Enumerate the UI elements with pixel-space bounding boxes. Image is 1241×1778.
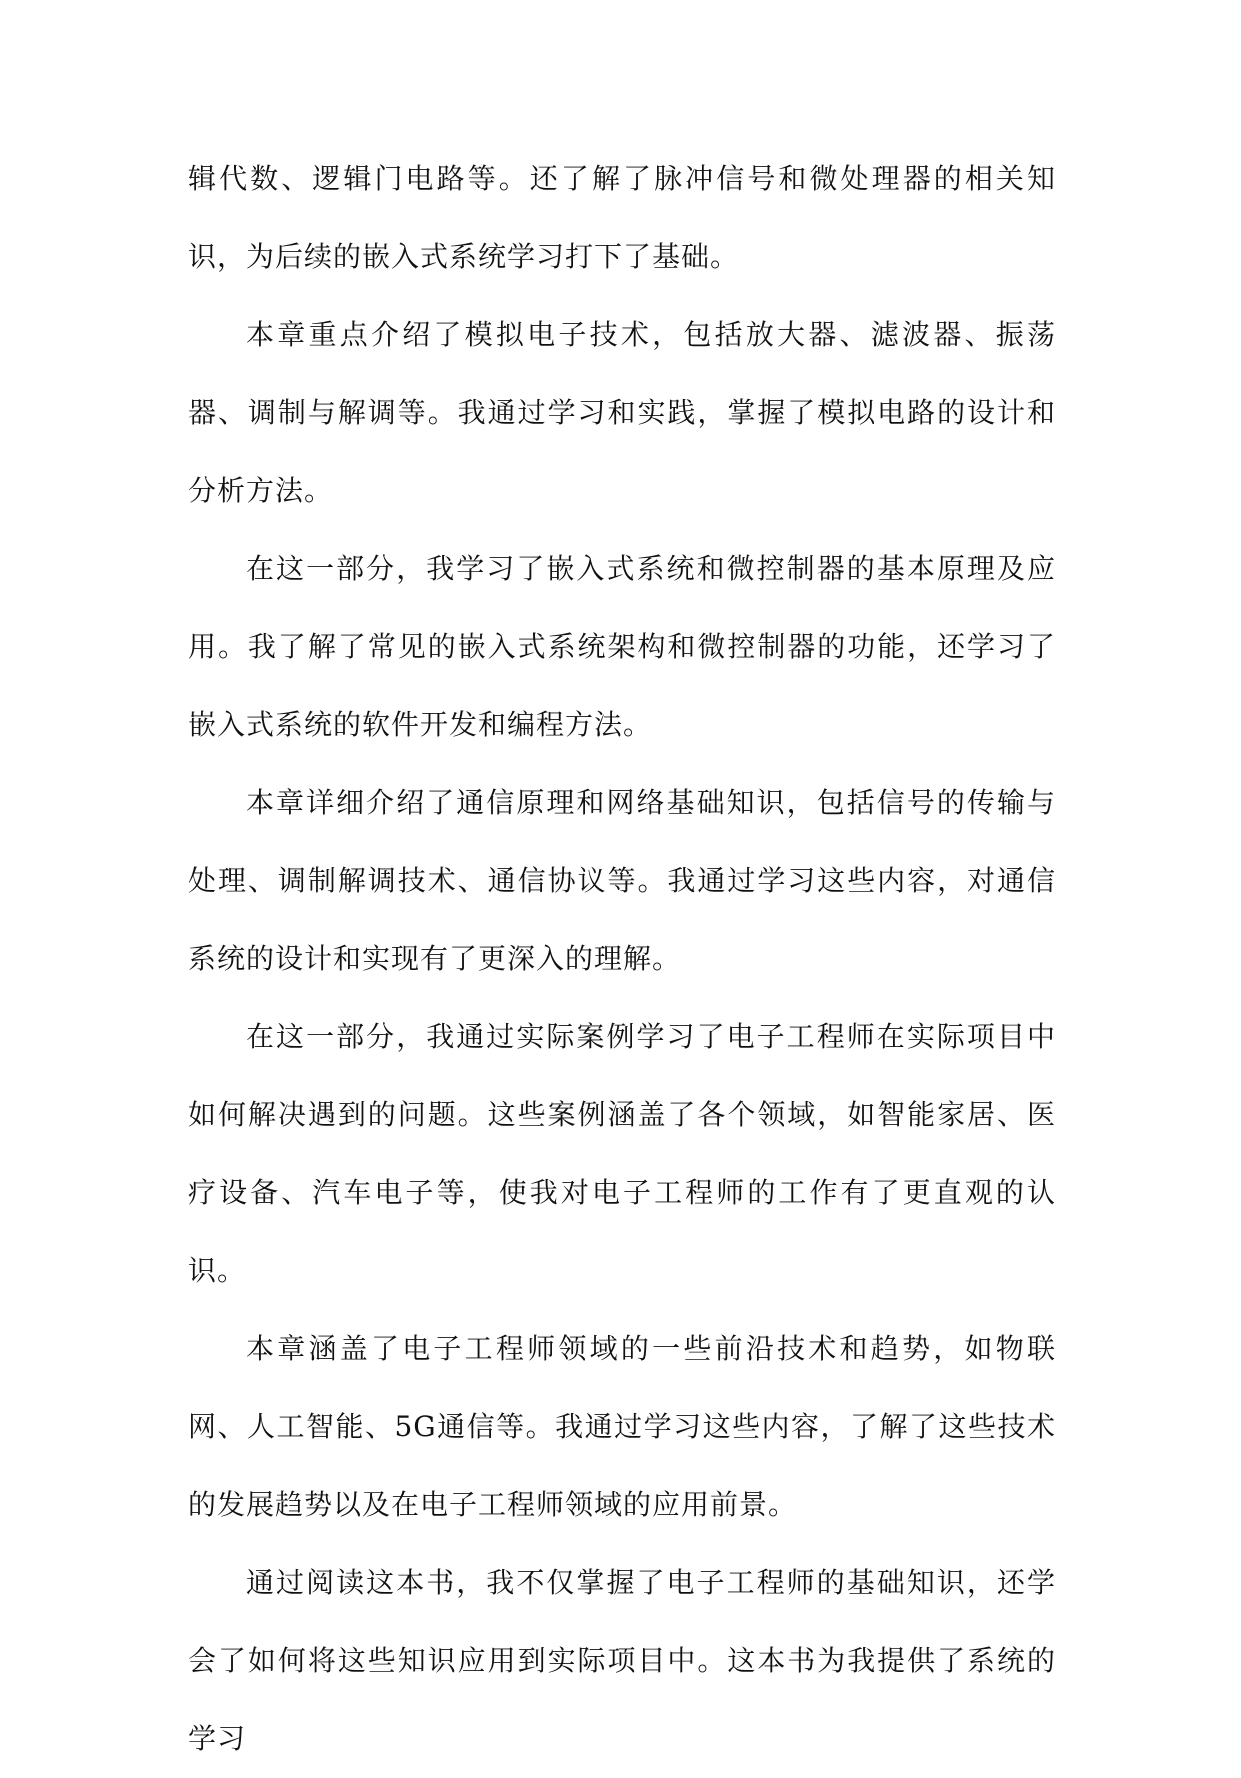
paragraph-communication: 本章详细介绍了通信原理和网络基础知识，包括信号的传输与处理、调制解调技术、通信协议等。我通过学习这些内容，对通信系统的设计和实现有了更深入的理解。 bbox=[188, 786, 1056, 975]
paragraph-conclusion: 通过阅读这本书，我不仅掌握了电子工程师的基础知识，还学会了如何将这些知识应用到实际项目中。这本书为我提供了系统的学习 bbox=[188, 1566, 1056, 1755]
paragraph-embedded-systems: 在这一部分，我学习了嵌入式系统和微控制器的基本原理及应用。我了解了常见的嵌入式系统架构和微控制器的功能，还学习了嵌入式系统的软件开发和编程方法。 bbox=[188, 552, 1056, 741]
paragraph-frontier-tech: 本章涵盖了电子工程师领域的一些前沿技术和趋势，如物联网、人工智能、5G通信等。我通过学习这些内容，了解了这些技术的发展趋势以及在电子工程师领域的应用前景。 bbox=[188, 1332, 1056, 1521]
paragraph-continued: 辑代数、逻辑门电路等。还了解了脉冲信号和微处理器的相关知识，为后续的嵌入式系统学习打下了基础。 bbox=[188, 162, 1056, 273]
paragraph-analog-electronics: 本章重点介绍了模拟电子技术，包括放大器、滤波器、振荡器、调制与解调等。我通过学习和实践，掌握了模拟电路的设计和分析方法。 bbox=[188, 318, 1056, 507]
document-body bbox=[188, 140, 1056, 1778]
paragraph-case-studies: 在这一部分，我通过实际案例学习了电子工程师在实际项目中如何解决遇到的问题。这些案例涵盖了各个领域，如智能家居、医疗设备、汽车电子等，使我对电子工程师的工作有了更直观的认识。 bbox=[188, 1020, 1056, 1287]
